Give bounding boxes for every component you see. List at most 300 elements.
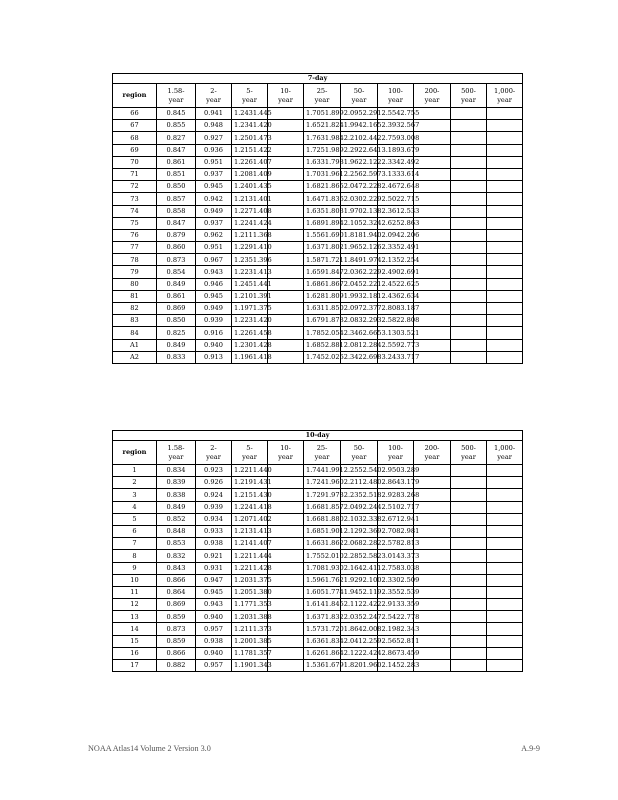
value-cell	[414, 327, 451, 339]
value-cell: 0.833	[157, 351, 196, 363]
value-cell: 1.7241.9602.2112.4802.8643.179	[304, 477, 341, 489]
value-cell	[451, 120, 487, 132]
value-cell: 1.6471.8362.0302.2292.5022.715	[304, 193, 341, 205]
value-cell	[414, 513, 451, 525]
value-cell: 1.2151.422	[232, 144, 268, 156]
value-cell: 0.938	[196, 635, 232, 647]
col-header: 5- year	[232, 84, 268, 108]
value-cell	[268, 599, 304, 611]
value-cell: 1.2231.420	[232, 315, 268, 327]
col-header: 1,000- year	[487, 84, 523, 108]
table-row	[113, 501, 523, 513]
value-cell	[487, 660, 523, 672]
value-cell: 1.1781.357	[232, 647, 268, 659]
region-cell: A1	[113, 339, 157, 351]
region-cell: 15	[113, 635, 157, 647]
region-cell: 81	[113, 290, 157, 302]
value-cell	[451, 303, 487, 315]
value-cell	[451, 290, 487, 302]
region-cell: 5	[113, 513, 157, 525]
value-cell: 1.2111.368	[232, 229, 268, 241]
value-cell: 0.938	[196, 538, 232, 550]
table-row	[113, 193, 523, 205]
value-cell	[414, 108, 451, 120]
table-body	[113, 465, 523, 672]
value-cell	[268, 550, 304, 562]
page-number: A.9-9	[521, 744, 540, 753]
value-cell	[487, 205, 523, 217]
value-cell: 1.2211.440	[232, 465, 268, 477]
table-row	[113, 562, 523, 574]
region-cell: 7	[113, 538, 157, 550]
value-cell: 1.2031.388	[232, 611, 268, 623]
value-cell: 1.2131.401	[232, 193, 268, 205]
value-cell	[268, 181, 304, 193]
value-cell	[451, 242, 487, 254]
value-cell: 0.866	[157, 647, 196, 659]
value-cell	[487, 144, 523, 156]
region-header: region	[113, 84, 157, 108]
region-cell: 83	[113, 315, 157, 327]
value-cell: 0.859	[157, 611, 196, 623]
value-cell: 1.6681.8572.0492.2442.5102.717	[304, 501, 341, 513]
value-cell	[487, 513, 523, 525]
value-cell	[487, 108, 523, 120]
region-cell: 72	[113, 181, 157, 193]
value-cell	[414, 120, 451, 132]
value-cell: 1.7452.0262.3422.6983.2433.717	[304, 351, 341, 363]
col-header: 100- year	[378, 441, 414, 465]
value-cell: 0.936	[196, 144, 232, 156]
value-cell: 0.940	[196, 611, 232, 623]
value-cell	[487, 550, 523, 562]
value-cell: 0.927	[196, 132, 232, 144]
value-cell	[487, 465, 523, 477]
value-cell: 1.7251.9892.2922.6413.1893.679	[304, 144, 341, 156]
value-cell	[414, 315, 451, 327]
value-cell: 0.825	[157, 327, 196, 339]
value-cell: 1.2191.431	[232, 477, 268, 489]
value-cell	[487, 586, 523, 598]
value-cell: 1.2301.428	[232, 339, 268, 351]
value-cell	[487, 315, 523, 327]
value-cell	[414, 168, 451, 180]
value-cell: 0.848	[157, 525, 196, 537]
col-header: 2- year	[196, 441, 232, 465]
region-header: region	[113, 441, 157, 465]
value-cell: 1.7441.9912.2552.5402.9503.289	[304, 465, 341, 477]
value-cell	[487, 351, 523, 363]
value-cell	[414, 477, 451, 489]
value-cell	[268, 611, 304, 623]
value-cell: 0.945	[196, 586, 232, 598]
value-cell	[487, 156, 523, 168]
value-cell	[451, 525, 487, 537]
value-cell	[451, 108, 487, 120]
value-cell	[268, 278, 304, 290]
value-cell: 0.951	[196, 242, 232, 254]
value-cell	[268, 489, 304, 501]
region-cell: 68	[113, 132, 157, 144]
region-cell: 84	[113, 327, 157, 339]
value-cell: 1.2101.391	[232, 290, 268, 302]
region-cell: 8	[113, 550, 157, 562]
value-cell: 1.7291.9732.2352.5182.9283.268	[304, 489, 341, 501]
value-cell: 1.2451.441	[232, 278, 268, 290]
value-cell	[451, 254, 487, 266]
value-cell: 0.924	[196, 489, 232, 501]
value-cell	[268, 574, 304, 586]
table-row	[113, 303, 523, 315]
table-row	[113, 254, 523, 266]
value-cell: 0.947	[196, 574, 232, 586]
value-cell: 0.940	[196, 647, 232, 659]
table-row	[113, 550, 523, 562]
value-cell: 1.6891.8942.1052.3242.6252.863	[304, 217, 341, 229]
value-cell: 1.1901.343	[232, 660, 268, 672]
table-title: 10-day	[113, 431, 523, 441]
value-cell: 1.2141.407	[232, 538, 268, 550]
value-cell	[451, 513, 487, 525]
value-cell	[451, 574, 487, 586]
value-cell	[414, 242, 451, 254]
value-cell	[451, 193, 487, 205]
value-cell	[451, 278, 487, 290]
value-cell: 0.847	[157, 217, 196, 229]
value-cell	[414, 303, 451, 315]
value-cell	[414, 266, 451, 278]
value-cell	[451, 229, 487, 241]
value-cell: 1.2071.402	[232, 513, 268, 525]
value-cell: 1.5871.7211.8491.9742.1352.254	[304, 254, 341, 266]
value-cell	[451, 205, 487, 217]
value-cell	[268, 501, 304, 513]
table-row	[113, 351, 523, 363]
value-cell	[487, 562, 523, 574]
value-cell	[268, 351, 304, 363]
value-cell: 0.945	[196, 290, 232, 302]
value-cell: 0.866	[157, 574, 196, 586]
value-cell: 1.6311.8502.0972.3772.8083.187	[304, 303, 341, 315]
value-cell	[414, 254, 451, 266]
value-cell	[414, 623, 451, 635]
value-cell	[268, 635, 304, 647]
value-cell	[268, 144, 304, 156]
value-cell: 0.913	[196, 351, 232, 363]
value-cell	[451, 266, 487, 278]
value-cell	[451, 144, 487, 156]
table-row	[113, 132, 523, 144]
table-row	[113, 538, 523, 550]
value-cell: 0.941	[196, 108, 232, 120]
value-cell	[451, 168, 487, 180]
region-cell: 79	[113, 266, 157, 278]
table-row	[113, 120, 523, 132]
value-cell: 0.855	[157, 120, 196, 132]
value-cell	[487, 254, 523, 266]
value-cell	[451, 550, 487, 562]
value-cell	[268, 290, 304, 302]
value-cell	[414, 586, 451, 598]
col-header: 200- year	[414, 441, 451, 465]
value-cell: 0.847	[157, 144, 196, 156]
value-cell: 1.2211.428	[232, 562, 268, 574]
value-cell: 0.839	[157, 477, 196, 489]
col-header: 200- year	[414, 84, 451, 108]
value-cell	[268, 266, 304, 278]
value-cell: 1.7031.9612.2562.5973.1333.614	[304, 168, 341, 180]
region-cell: 73	[113, 193, 157, 205]
value-cell: 1.2231.413	[232, 266, 268, 278]
value-cell: 1.6852.8812.0812.2842.5592.773	[304, 339, 341, 351]
value-cell	[414, 501, 451, 513]
region-cell: 14	[113, 623, 157, 635]
value-cell	[451, 623, 487, 635]
value-cell: 1.5731.7201.8642.0082.1982.343	[304, 623, 341, 635]
value-cell: 0.882	[157, 660, 196, 672]
region-cell: 70	[113, 156, 157, 168]
table-row	[113, 144, 523, 156]
value-cell	[268, 586, 304, 598]
region-cell: 3	[113, 489, 157, 501]
region-cell: 80	[113, 278, 157, 290]
value-cell	[487, 120, 523, 132]
value-cell	[487, 242, 523, 254]
col-header: 500- year	[451, 84, 487, 108]
value-cell: 0.939	[196, 501, 232, 513]
value-cell: 0.849	[157, 501, 196, 513]
value-cell: 0.945	[196, 181, 232, 193]
region-cell: 10	[113, 574, 157, 586]
table-row	[113, 266, 523, 278]
region-cell: 77	[113, 242, 157, 254]
value-cell	[414, 351, 451, 363]
value-cell	[268, 623, 304, 635]
value-cell: 1.2501.473	[232, 132, 268, 144]
value-cell: 0.851	[157, 168, 196, 180]
value-cell: 0.850	[157, 181, 196, 193]
value-cell: 0.949	[196, 205, 232, 217]
region-cell: 67	[113, 120, 157, 132]
value-cell: 1.2241.424	[232, 217, 268, 229]
value-cell: 0.834	[157, 465, 196, 477]
value-cell	[414, 278, 451, 290]
value-cell: 1.2051.380	[232, 586, 268, 598]
region-cell: 17	[113, 660, 157, 672]
table-row	[113, 217, 523, 229]
value-cell: 0.843	[157, 562, 196, 574]
value-cell: 1.2261.407	[232, 156, 268, 168]
table-row	[113, 181, 523, 193]
value-cell: 0.869	[157, 599, 196, 611]
value-cell: 0.853	[157, 538, 196, 550]
value-cell	[268, 525, 304, 537]
value-cell: 0.931	[196, 562, 232, 574]
value-cell: 1.6281.8091.9932.1812.4362.634	[304, 290, 341, 302]
value-cell: 1.7852.0542.3462.6653.1303.521	[304, 327, 341, 339]
table-row	[113, 623, 523, 635]
region-cell: 71	[113, 168, 157, 180]
value-cell	[414, 217, 451, 229]
region-cell: 69	[113, 144, 157, 156]
region-cell: 75	[113, 217, 157, 229]
region-cell: 78	[113, 254, 157, 266]
value-cell	[487, 477, 523, 489]
region-cell: 13	[113, 611, 157, 623]
value-cell	[268, 254, 304, 266]
value-cell: 1.2151.430	[232, 489, 268, 501]
value-cell	[487, 132, 523, 144]
value-cell: 1.2271.408	[232, 205, 268, 217]
value-cell	[487, 303, 523, 315]
value-cell	[268, 465, 304, 477]
value-cell	[487, 327, 523, 339]
value-cell	[451, 315, 487, 327]
value-cell: 0.859	[157, 635, 196, 647]
value-cell	[268, 303, 304, 315]
table-row	[113, 229, 523, 241]
table-row	[113, 168, 523, 180]
table-row	[113, 108, 523, 120]
value-cell	[487, 181, 523, 193]
value-cell	[268, 120, 304, 132]
table-row	[113, 315, 523, 327]
table-row	[113, 635, 523, 647]
value-cell	[414, 562, 451, 574]
value-cell: 0.967	[196, 254, 232, 266]
table-title: 7-day	[113, 74, 523, 84]
value-cell	[487, 339, 523, 351]
value-cell	[414, 660, 451, 672]
value-cell	[487, 193, 523, 205]
value-cell: 1.6791.8782.0832.2932.5822.808	[304, 315, 341, 327]
col-header: 10- year	[268, 84, 304, 108]
value-cell	[451, 647, 487, 659]
table-row	[113, 647, 523, 659]
value-cell	[487, 217, 523, 229]
value-cell	[487, 229, 523, 241]
value-cell: 1.2081.409	[232, 168, 268, 180]
value-cell: 1.7051.8992.0952.2912.5542.755	[304, 108, 341, 120]
value-cell	[451, 599, 487, 611]
value-cell	[268, 315, 304, 327]
value-cell	[451, 339, 487, 351]
value-cell	[487, 623, 523, 635]
value-cell	[414, 489, 451, 501]
value-cell	[487, 266, 523, 278]
value-cell: 0.849	[157, 278, 196, 290]
col-header: 2- year	[196, 84, 232, 108]
value-cell: 0.923	[196, 465, 232, 477]
value-cell: 0.937	[196, 217, 232, 229]
value-cell: 1.2131.413	[232, 525, 268, 537]
table-row	[113, 513, 523, 525]
value-cell	[451, 489, 487, 501]
table-row	[113, 599, 523, 611]
value-cell: 1.6261.8642.1222.4242.8673.459	[304, 647, 341, 659]
value-cell	[414, 550, 451, 562]
col-header: 50- year	[341, 84, 378, 108]
col-header: 50- year	[341, 441, 378, 465]
value-cell: 0.850	[157, 315, 196, 327]
value-cell: 1.6591.8472.0362.2292.4902.691	[304, 266, 341, 278]
value-cell: 1.2291.410	[232, 242, 268, 254]
col-header: 1.58- year	[157, 84, 196, 108]
value-cell	[487, 538, 523, 550]
table-row	[113, 278, 523, 290]
value-cell: 0.869	[157, 303, 196, 315]
value-cell	[268, 327, 304, 339]
region-cell: 6	[113, 525, 157, 537]
value-cell: 0.916	[196, 327, 232, 339]
value-cell	[268, 217, 304, 229]
value-cell	[487, 278, 523, 290]
value-cell: 0.861	[157, 290, 196, 302]
value-cell: 0.940	[196, 339, 232, 351]
col-header: 25- year	[304, 84, 341, 108]
value-cell: 1.5961.7621.9292.1002.3302.509	[304, 574, 341, 586]
value-cell: 1.6631.8622.0682.2822.5782.813	[304, 538, 341, 550]
value-cell: 0.957	[196, 623, 232, 635]
col-header: 10- year	[268, 441, 304, 465]
value-cell	[268, 647, 304, 659]
table-row	[113, 242, 523, 254]
value-cell	[268, 156, 304, 168]
value-cell: 0.948	[196, 120, 232, 132]
value-cell	[451, 465, 487, 477]
value-cell	[414, 647, 451, 659]
value-cell: 0.943	[196, 599, 232, 611]
value-cell: 0.933	[196, 525, 232, 537]
table-row	[113, 586, 523, 598]
value-cell	[451, 477, 487, 489]
frequency-table-7-day	[112, 73, 523, 364]
value-cell	[451, 181, 487, 193]
value-cell	[268, 132, 304, 144]
table-row	[113, 156, 523, 168]
value-cell: 0.873	[157, 254, 196, 266]
col-header: 1,000- year	[487, 441, 523, 465]
value-cell	[268, 242, 304, 254]
value-cell: 1.1961.418	[232, 351, 268, 363]
value-cell	[268, 477, 304, 489]
value-cell: 1.2401.435	[232, 181, 268, 193]
value-cell	[268, 205, 304, 217]
value-cell: 0.873	[157, 623, 196, 635]
value-cell: 1.7081.9302.1642.4112.7583.038	[304, 562, 341, 574]
value-cell: 1.6361.8342.0412.2592.5652.811	[304, 635, 341, 647]
col-header: 500- year	[451, 441, 487, 465]
value-cell: 0.951	[196, 156, 232, 168]
value-cell	[414, 181, 451, 193]
value-cell: 1.6371.8021.9652.1262.3352.491	[304, 242, 341, 254]
footer-source: NOAA Atlas14 Volume 2 Version 3.0	[88, 744, 211, 753]
value-cell	[414, 538, 451, 550]
value-cell	[487, 599, 523, 611]
value-cell	[414, 465, 451, 477]
value-cell: 1.2351.396	[232, 254, 268, 266]
value-cell	[487, 168, 523, 180]
value-cell: 0.861	[157, 156, 196, 168]
value-cell: 0.926	[196, 477, 232, 489]
table-row	[113, 205, 523, 217]
region-cell: 76	[113, 229, 157, 241]
value-cell: 0.962	[196, 229, 232, 241]
value-cell: 1.6851.9012.1292.3692.7082.981	[304, 525, 341, 537]
value-cell: 0.854	[157, 266, 196, 278]
table-row	[113, 525, 523, 537]
col-header: 100- year	[378, 84, 414, 108]
